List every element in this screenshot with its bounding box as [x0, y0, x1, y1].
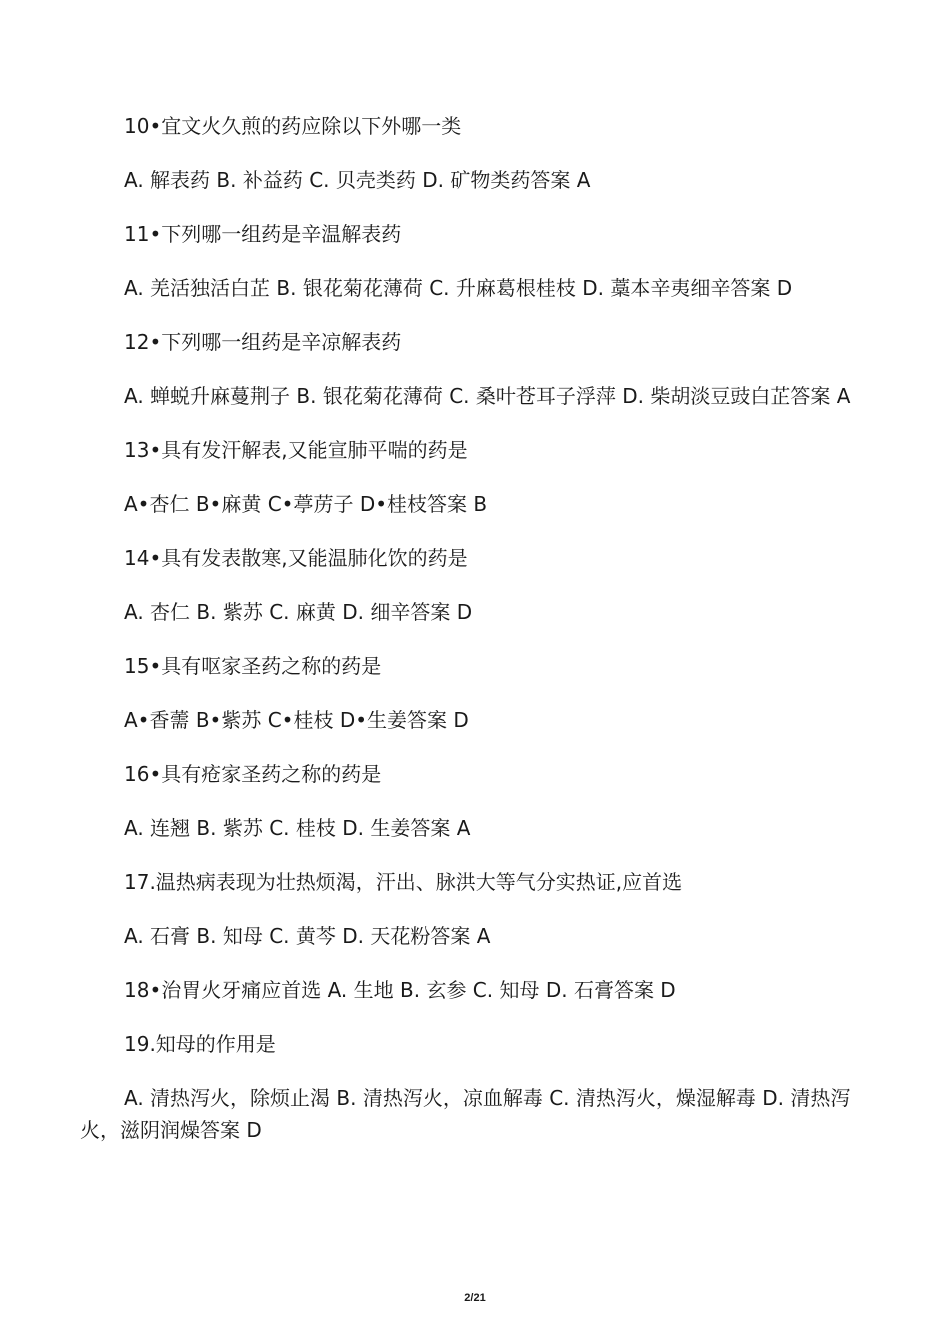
- answer-options-15: A•香薷 B•紫苏 C•桂枝 D•生姜答案 D: [124, 708, 469, 732]
- question-15: 15•具有呕家圣药之称的药是: [124, 654, 382, 678]
- page-content: [80, 110, 870, 1168]
- answer-options-19: A. 清热泻火，除烦止渴 B. 清热泻火，凉血解毒 C. 清热泻火，燥湿解毒 D. 清热泻火，滋阴润燥答案 D: [80, 1086, 851, 1142]
- answer-options-17: A. 石膏 B. 知母 C. 黄芩 D. 天花粉答案 A: [124, 924, 491, 948]
- question-11: 11•下列哪一组药是辛温解表药: [124, 222, 402, 246]
- answer-options-13: A•杏仁 B•麻黄 C•葶苈子 D•桂枝答案 B: [124, 492, 488, 516]
- answer-options-11: A. 羌活独活白芷 B. 银花菊花薄荷 C. 升麻葛根桂枝 D. 藁本辛夷细辛答案 D: [124, 276, 793, 300]
- question-16: 16•具有疮家圣药之称的药是: [124, 762, 382, 786]
- question-13: 13•具有发汗解表,又能宣肺平喘的药是: [124, 438, 468, 462]
- page-number: 2/21: [464, 1292, 486, 1304]
- question-18: 18•治胃火牙痛应首选 A. 生地 B. 玄参 C. 知母 D. 石膏答案 D: [124, 978, 676, 1002]
- question-14: 14•具有发表散寒,又能温肺化饮的药是: [124, 546, 468, 570]
- question-19: 19.知母的作用是: [124, 1032, 276, 1056]
- answer-options-14: A. 杏仁 B. 紫苏 C. 麻黄 D. 细辛答案 D: [124, 600, 473, 624]
- question-10: 10•宜文火久煎的药应除以下外哪一类: [124, 114, 462, 138]
- answer-options-10: A. 解表药 B. 补益药 C. 贝壳类药 D. 矿物类药答案 A: [124, 168, 591, 192]
- question-17: 17.温热病表现为壮热烦渴，汗出、脉洪大等气分实热证,应首选: [124, 870, 683, 894]
- answer-options-12: A. 蝉蜕升麻蔓荆子 B. 银花菊花薄荷 C. 桑叶苍耳子浮萍 D. 柴胡淡豆豉白芷答案 A: [124, 384, 851, 408]
- answer-options-16: A. 连翘 B. 紫苏 C. 桂枝 D. 生姜答案 A: [124, 816, 471, 840]
- question-12: 12•下列哪一组药是辛凉解表药: [124, 330, 402, 354]
